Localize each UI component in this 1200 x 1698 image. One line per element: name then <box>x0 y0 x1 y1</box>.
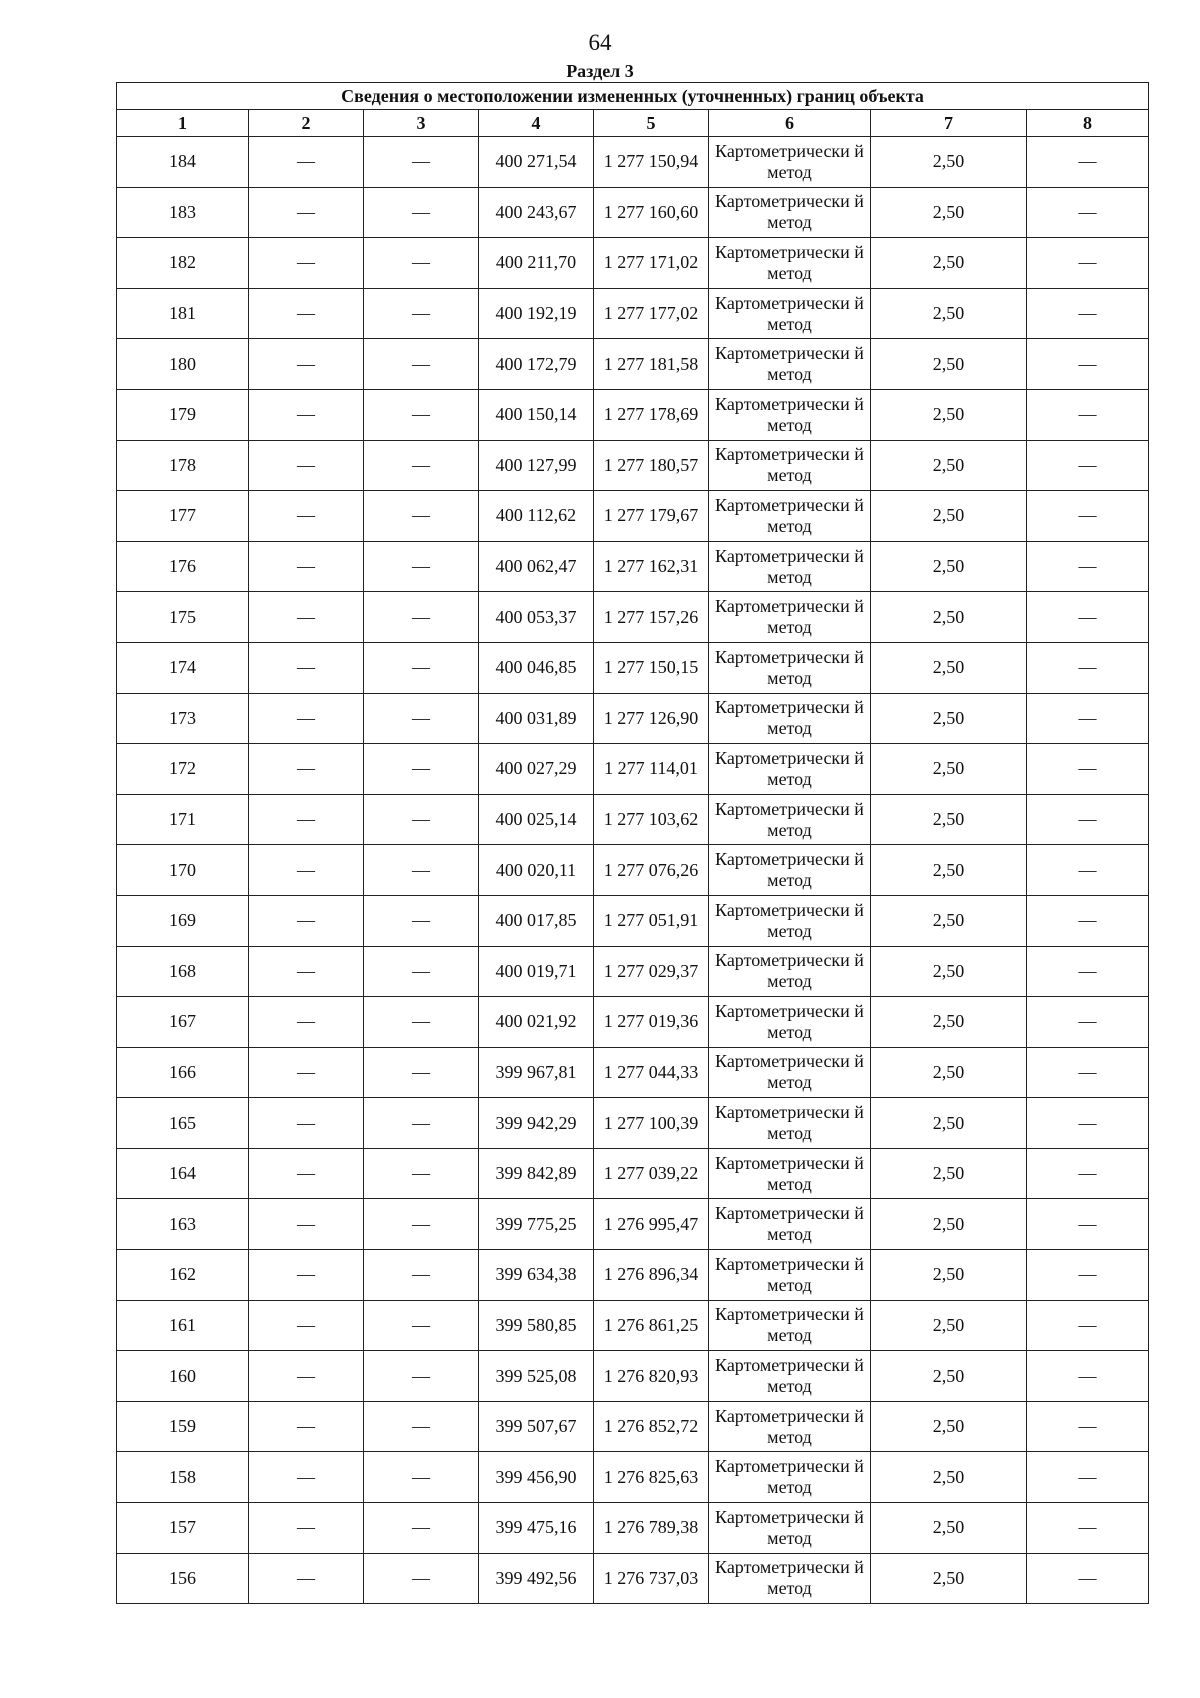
column-header: 4 <box>479 110 594 137</box>
column-2-cell: — <box>249 137 364 188</box>
method-cell: Картометрически й метод <box>709 339 871 390</box>
table-row <box>117 1199 1149 1250</box>
table-row <box>117 238 1149 289</box>
y-coordinate-cell: 1 277 179,67 <box>594 491 709 542</box>
method-cell: Картометрически й метод <box>709 1148 871 1199</box>
column-2-cell: — <box>249 389 364 440</box>
x-coordinate-cell: 400 025,14 <box>479 794 594 845</box>
y-coordinate-cell: 1 277 029,37 <box>594 946 709 997</box>
column-header: 5 <box>594 110 709 137</box>
accuracy-cell: 2,50 <box>871 794 1027 845</box>
column-3-cell: — <box>364 440 479 491</box>
column-2-cell: — <box>249 1199 364 1250</box>
column-2-cell: — <box>249 1401 364 1452</box>
y-coordinate-cell: 1 277 160,60 <box>594 187 709 238</box>
point-number-cell: 157 <box>117 1503 249 1554</box>
column-3-cell: — <box>364 693 479 744</box>
y-coordinate-cell: 1 277 150,15 <box>594 642 709 693</box>
method-cell: Картометрически й метод <box>709 1098 871 1149</box>
column-2-cell: — <box>249 1250 364 1301</box>
x-coordinate-cell: 399 456,90 <box>479 1452 594 1503</box>
column-3-cell: — <box>364 592 479 643</box>
column-2-cell: — <box>249 997 364 1048</box>
method-cell: Картометрически й метод <box>709 794 871 845</box>
y-coordinate-cell: 1 276 995,47 <box>594 1199 709 1250</box>
boundary-table <box>116 82 1149 1604</box>
point-number-cell: 167 <box>117 997 249 1048</box>
y-coordinate-cell: 1 277 180,57 <box>594 440 709 491</box>
column-3-cell: — <box>364 238 479 289</box>
accuracy-cell: 2,50 <box>871 1503 1027 1554</box>
column-3-cell: — <box>364 288 479 339</box>
column-8-cell: — <box>1027 1553 1149 1604</box>
column-8-cell: — <box>1027 440 1149 491</box>
column-3-cell: — <box>364 1250 479 1301</box>
y-coordinate-cell: 1 276 789,38 <box>594 1503 709 1554</box>
table-row <box>117 592 1149 643</box>
accuracy-cell: 2,50 <box>871 1148 1027 1199</box>
accuracy-cell: 2,50 <box>871 693 1027 744</box>
point-number-cell: 175 <box>117 592 249 643</box>
table-row <box>117 1351 1149 1402</box>
column-8-cell: — <box>1027 339 1149 390</box>
column-2-cell: — <box>249 187 364 238</box>
x-coordinate-cell: 399 775,25 <box>479 1199 594 1250</box>
column-8-cell: — <box>1027 1098 1149 1149</box>
method-cell: Картометрически й метод <box>709 137 871 188</box>
accuracy-cell: 2,50 <box>871 137 1027 188</box>
y-coordinate-cell: 1 277 126,90 <box>594 693 709 744</box>
column-8-cell: — <box>1027 389 1149 440</box>
point-number-cell: 166 <box>117 1047 249 1098</box>
column-2-cell: — <box>249 642 364 693</box>
accuracy-cell: 2,50 <box>871 744 1027 795</box>
column-3-cell: — <box>364 642 479 693</box>
column-2-cell: — <box>249 440 364 491</box>
x-coordinate-cell: 400 046,85 <box>479 642 594 693</box>
column-8-cell: — <box>1027 1401 1149 1452</box>
column-2-cell: — <box>249 1452 364 1503</box>
method-cell: Картометрически й метод <box>709 1503 871 1554</box>
method-cell: Картометрически й метод <box>709 1452 871 1503</box>
method-cell: Картометрически й метод <box>709 1250 871 1301</box>
x-coordinate-cell: 400 031,89 <box>479 693 594 744</box>
point-number-cell: 184 <box>117 137 249 188</box>
x-coordinate-cell: 399 507,67 <box>479 1401 594 1452</box>
column-8-cell: — <box>1027 1250 1149 1301</box>
accuracy-cell: 2,50 <box>871 1300 1027 1351</box>
method-cell: Картометрически й метод <box>709 1401 871 1452</box>
column-2-cell: — <box>249 693 364 744</box>
column-8-cell: — <box>1027 1452 1149 1503</box>
column-2-cell: — <box>249 491 364 542</box>
x-coordinate-cell: 400 192,19 <box>479 288 594 339</box>
accuracy-cell: 2,50 <box>871 997 1027 1048</box>
x-coordinate-cell: 400 019,71 <box>479 946 594 997</box>
accuracy-cell: 2,50 <box>871 845 1027 896</box>
table-row <box>117 389 1149 440</box>
point-number-cell: 180 <box>117 339 249 390</box>
accuracy-cell: 2,50 <box>871 592 1027 643</box>
point-number-cell: 173 <box>117 693 249 744</box>
column-3-cell: — <box>364 895 479 946</box>
column-8-cell: — <box>1027 794 1149 845</box>
x-coordinate-cell: 399 525,08 <box>479 1351 594 1402</box>
column-2-cell: — <box>249 1351 364 1402</box>
column-3-cell: — <box>364 187 479 238</box>
column-8-cell: — <box>1027 744 1149 795</box>
x-coordinate-cell: 400 150,14 <box>479 389 594 440</box>
column-2-cell: — <box>249 1148 364 1199</box>
method-cell: Картометрически й метод <box>709 642 871 693</box>
accuracy-cell: 2,50 <box>871 946 1027 997</box>
point-number-cell: 171 <box>117 794 249 845</box>
column-3-cell: — <box>364 1047 479 1098</box>
x-coordinate-cell: 400 243,67 <box>479 187 594 238</box>
column-8-cell: — <box>1027 997 1149 1048</box>
accuracy-cell: 2,50 <box>871 1199 1027 1250</box>
x-coordinate-cell: 400 017,85 <box>479 895 594 946</box>
column-3-cell: — <box>364 339 479 390</box>
table-row <box>117 1047 1149 1098</box>
table-row <box>117 137 1149 188</box>
point-number-cell: 156 <box>117 1553 249 1604</box>
column-3-cell: — <box>364 1503 479 1554</box>
table-row <box>117 1250 1149 1301</box>
column-header: 8 <box>1027 110 1149 137</box>
point-number-cell: 162 <box>117 1250 249 1301</box>
table-row <box>117 1553 1149 1604</box>
column-header: 6 <box>709 110 871 137</box>
y-coordinate-cell: 1 277 171,02 <box>594 238 709 289</box>
column-8-cell: — <box>1027 541 1149 592</box>
column-8-cell: — <box>1027 1351 1149 1402</box>
y-coordinate-cell: 1 277 076,26 <box>594 845 709 896</box>
x-coordinate-cell: 400 112,62 <box>479 491 594 542</box>
x-coordinate-cell: 399 842,89 <box>479 1148 594 1199</box>
column-2-cell: — <box>249 895 364 946</box>
point-number-cell: 177 <box>117 491 249 542</box>
column-3-cell: — <box>364 1452 479 1503</box>
accuracy-cell: 2,50 <box>871 187 1027 238</box>
column-3-cell: — <box>364 1401 479 1452</box>
accuracy-cell: 2,50 <box>871 1351 1027 1402</box>
point-number-cell: 158 <box>117 1452 249 1503</box>
table-row <box>117 491 1149 542</box>
point-number-cell: 182 <box>117 238 249 289</box>
column-2-cell: — <box>249 1300 364 1351</box>
section-heading: Раздел 3 <box>566 61 634 81</box>
point-number-cell: 170 <box>117 845 249 896</box>
method-cell: Картометрически й метод <box>709 187 871 238</box>
table-row <box>117 642 1149 693</box>
column-3-cell: — <box>364 1351 479 1402</box>
table-row <box>117 440 1149 491</box>
column-8-cell: — <box>1027 592 1149 643</box>
column-2-cell: — <box>249 946 364 997</box>
column-3-cell: — <box>364 946 479 997</box>
y-coordinate-cell: 1 276 896,34 <box>594 1250 709 1301</box>
x-coordinate-cell: 399 580,85 <box>479 1300 594 1351</box>
y-coordinate-cell: 1 277 181,58 <box>594 339 709 390</box>
column-2-cell: — <box>249 1098 364 1149</box>
column-3-cell: — <box>364 997 479 1048</box>
table-row <box>117 1452 1149 1503</box>
point-number-cell: 159 <box>117 1401 249 1452</box>
column-8-cell: — <box>1027 895 1149 946</box>
accuracy-cell: 2,50 <box>871 238 1027 289</box>
column-3-cell: — <box>364 541 479 592</box>
column-2-cell: — <box>249 1503 364 1554</box>
page-number: 64 <box>588 30 612 55</box>
point-number-cell: 179 <box>117 389 249 440</box>
table-row <box>117 1503 1149 1554</box>
accuracy-cell: 2,50 <box>871 1452 1027 1503</box>
point-number-cell: 161 <box>117 1300 249 1351</box>
method-cell: Картометрически й метод <box>709 693 871 744</box>
point-number-cell: 178 <box>117 440 249 491</box>
accuracy-cell: 2,50 <box>871 440 1027 491</box>
accuracy-cell: 2,50 <box>871 1401 1027 1452</box>
accuracy-cell: 2,50 <box>871 895 1027 946</box>
point-number-cell: 168 <box>117 946 249 997</box>
method-cell: Картометрически й метод <box>709 1553 871 1604</box>
column-2-cell: — <box>249 794 364 845</box>
accuracy-cell: 2,50 <box>871 1250 1027 1301</box>
accuracy-cell: 2,50 <box>871 1098 1027 1149</box>
table-row <box>117 187 1149 238</box>
x-coordinate-cell: 399 967,81 <box>479 1047 594 1098</box>
y-coordinate-cell: 1 276 825,63 <box>594 1452 709 1503</box>
column-8-cell: — <box>1027 238 1149 289</box>
y-coordinate-cell: 1 277 103,62 <box>594 794 709 845</box>
y-coordinate-cell: 1 276 852,72 <box>594 1401 709 1452</box>
column-8-cell: — <box>1027 288 1149 339</box>
column-2-cell: — <box>249 1553 364 1604</box>
y-coordinate-cell: 1 276 737,03 <box>594 1553 709 1604</box>
accuracy-cell: 2,50 <box>871 642 1027 693</box>
method-cell: Картометрически й метод <box>709 238 871 289</box>
y-coordinate-cell: 1 277 162,31 <box>594 541 709 592</box>
table-title: Сведения о местоположении измененных (уточненных) границ объекта <box>117 83 1149 110</box>
x-coordinate-cell: 400 053,37 <box>479 592 594 643</box>
table-row <box>117 1098 1149 1149</box>
y-coordinate-cell: 1 277 100,39 <box>594 1098 709 1149</box>
column-3-cell: — <box>364 1098 479 1149</box>
x-coordinate-cell: 400 020,11 <box>479 845 594 896</box>
point-number-cell: 163 <box>117 1199 249 1250</box>
point-number-cell: 169 <box>117 895 249 946</box>
column-header: 7 <box>871 110 1027 137</box>
column-2-cell: — <box>249 238 364 289</box>
x-coordinate-cell: 399 634,38 <box>479 1250 594 1301</box>
column-2-cell: — <box>249 339 364 390</box>
table-row <box>117 997 1149 1048</box>
y-coordinate-cell: 1 276 861,25 <box>594 1300 709 1351</box>
column-8-cell: — <box>1027 187 1149 238</box>
table-row <box>117 744 1149 795</box>
table-row <box>117 895 1149 946</box>
table-row <box>117 541 1149 592</box>
column-3-cell: — <box>364 491 479 542</box>
column-2-cell: — <box>249 744 364 795</box>
y-coordinate-cell: 1 277 178,69 <box>594 389 709 440</box>
column-3-cell: — <box>364 794 479 845</box>
accuracy-cell: 2,50 <box>871 1047 1027 1098</box>
column-3-cell: — <box>364 1148 479 1199</box>
column-8-cell: — <box>1027 1199 1149 1250</box>
accuracy-cell: 2,50 <box>871 541 1027 592</box>
table-row <box>117 1148 1149 1199</box>
column-8-cell: — <box>1027 845 1149 896</box>
column-8-cell: — <box>1027 642 1149 693</box>
method-cell: Картометрически й метод <box>709 1199 871 1250</box>
method-cell: Картометрически й метод <box>709 1351 871 1402</box>
table-row <box>117 845 1149 896</box>
table-row <box>117 794 1149 845</box>
method-cell: Картометрически й метод <box>709 845 871 896</box>
column-2-cell: — <box>249 592 364 643</box>
point-number-cell: 172 <box>117 744 249 795</box>
table-row <box>117 946 1149 997</box>
y-coordinate-cell: 1 277 114,01 <box>594 744 709 795</box>
column-8-cell: — <box>1027 1300 1149 1351</box>
x-coordinate-cell: 400 062,47 <box>479 541 594 592</box>
x-coordinate-cell: 400 021,92 <box>479 997 594 1048</box>
method-cell: Картометрически й метод <box>709 895 871 946</box>
table-body <box>117 137 1149 1604</box>
column-2-cell: — <box>249 1047 364 1098</box>
accuracy-cell: 2,50 <box>871 389 1027 440</box>
y-coordinate-cell: 1 277 177,02 <box>594 288 709 339</box>
column-header: 1 <box>117 110 249 137</box>
column-8-cell: — <box>1027 491 1149 542</box>
y-coordinate-cell: 1 276 820,93 <box>594 1351 709 1402</box>
column-header: 3 <box>364 110 479 137</box>
accuracy-cell: 2,50 <box>871 339 1027 390</box>
method-cell: Картометрически й метод <box>709 1047 871 1098</box>
column-8-cell: — <box>1027 946 1149 997</box>
column-header: 2 <box>249 110 364 137</box>
table-title-row <box>117 83 1149 110</box>
x-coordinate-cell: 399 475,16 <box>479 1503 594 1554</box>
column-3-cell: — <box>364 744 479 795</box>
column-3-cell: — <box>364 1300 479 1351</box>
point-number-cell: 174 <box>117 642 249 693</box>
method-cell: Картометрически й метод <box>709 592 871 643</box>
method-cell: Картометрически й метод <box>709 288 871 339</box>
method-cell: Картометрически й метод <box>709 744 871 795</box>
y-coordinate-cell: 1 277 019,36 <box>594 997 709 1048</box>
point-number-cell: 160 <box>117 1351 249 1402</box>
table-row <box>117 1300 1149 1351</box>
column-8-cell: — <box>1027 137 1149 188</box>
accuracy-cell: 2,50 <box>871 288 1027 339</box>
method-cell: Картометрически й метод <box>709 389 871 440</box>
x-coordinate-cell: 400 027,29 <box>479 744 594 795</box>
table-row <box>117 693 1149 744</box>
column-3-cell: — <box>364 845 479 896</box>
y-coordinate-cell: 1 277 051,91 <box>594 895 709 946</box>
point-number-cell: 164 <box>117 1148 249 1199</box>
column-2-cell: — <box>249 845 364 896</box>
column-3-cell: — <box>364 1199 479 1250</box>
point-number-cell: 165 <box>117 1098 249 1149</box>
method-cell: Картометрически й метод <box>709 997 871 1048</box>
y-coordinate-cell: 1 277 157,26 <box>594 592 709 643</box>
point-number-cell: 176 <box>117 541 249 592</box>
column-2-cell: — <box>249 288 364 339</box>
method-cell: Картометрически й метод <box>709 946 871 997</box>
column-3-cell: — <box>364 1553 479 1604</box>
column-8-cell: — <box>1027 693 1149 744</box>
table-row <box>117 288 1149 339</box>
column-2-cell: — <box>249 541 364 592</box>
table-row <box>117 1401 1149 1452</box>
x-coordinate-cell: 400 211,70 <box>479 238 594 289</box>
y-coordinate-cell: 1 277 039,22 <box>594 1148 709 1199</box>
point-number-cell: 181 <box>117 288 249 339</box>
table-row <box>117 339 1149 390</box>
accuracy-cell: 2,50 <box>871 1553 1027 1604</box>
accuracy-cell: 2,50 <box>871 491 1027 542</box>
method-cell: Картометрически й метод <box>709 541 871 592</box>
method-cell: Картометрически й метод <box>709 440 871 491</box>
y-coordinate-cell: 1 277 044,33 <box>594 1047 709 1098</box>
column-3-cell: — <box>364 389 479 440</box>
y-coordinate-cell: 1 277 150,94 <box>594 137 709 188</box>
column-8-cell: — <box>1027 1503 1149 1554</box>
column-3-cell: — <box>364 137 479 188</box>
x-coordinate-cell: 399 492,56 <box>479 1553 594 1604</box>
x-coordinate-cell: 400 127,99 <box>479 440 594 491</box>
x-coordinate-cell: 399 942,29 <box>479 1098 594 1149</box>
column-8-cell: — <box>1027 1148 1149 1199</box>
x-coordinate-cell: 400 172,79 <box>479 339 594 390</box>
table-header-row <box>117 110 1149 137</box>
point-number-cell: 183 <box>117 187 249 238</box>
method-cell: Картометрически й метод <box>709 491 871 542</box>
method-cell: Картометрически й метод <box>709 1300 871 1351</box>
x-coordinate-cell: 400 271,54 <box>479 137 594 188</box>
column-8-cell: — <box>1027 1047 1149 1098</box>
